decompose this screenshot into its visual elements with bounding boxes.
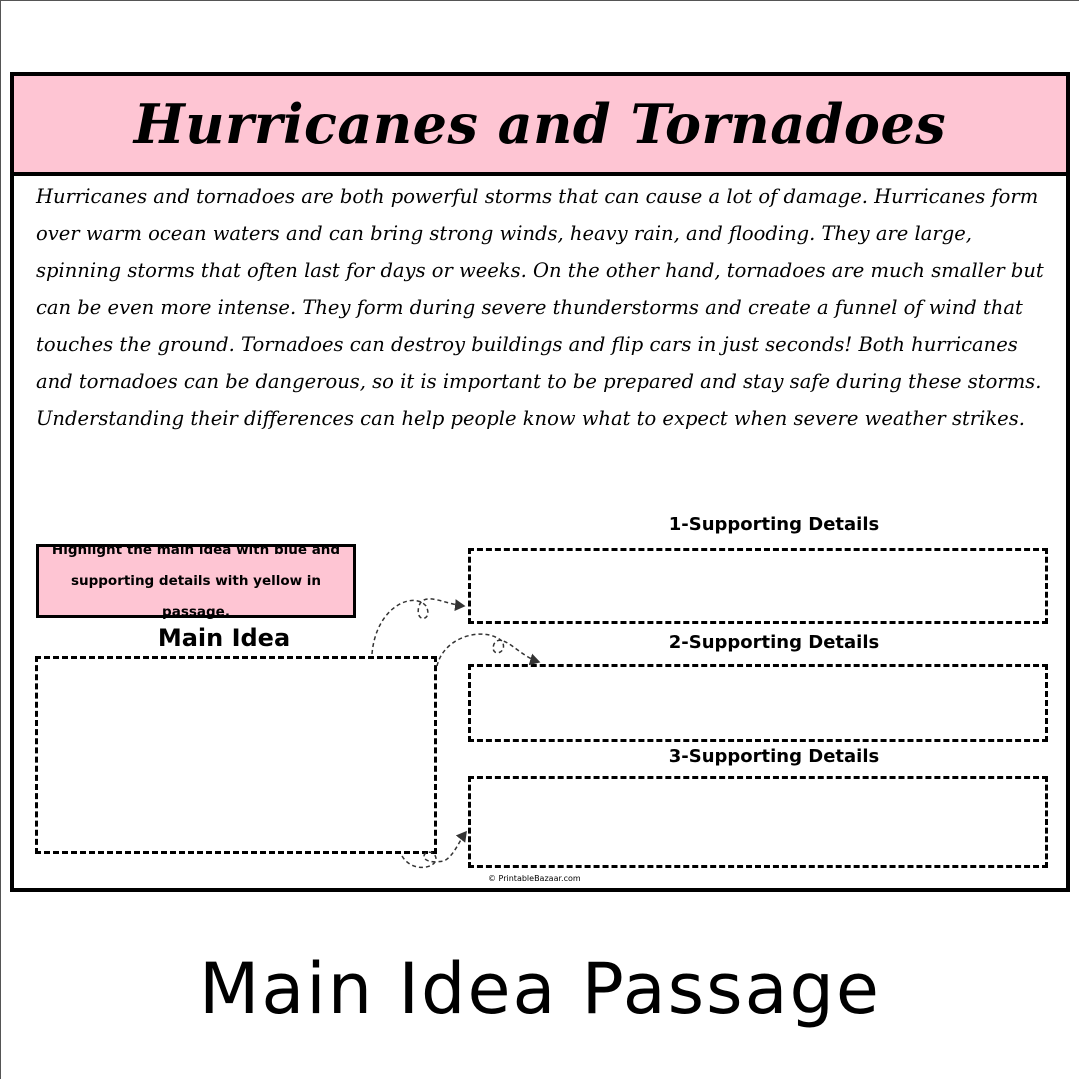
worksheet bbox=[10, 72, 1070, 892]
instruction-text: Highlight the main idea with blue and supporting details with yellow in passage. bbox=[51, 541, 341, 620]
instruction-box bbox=[36, 541, 356, 620]
worksheet-title: Hurricanes and Tornadoes bbox=[133, 92, 947, 156]
main-idea-box[interactable] bbox=[35, 656, 437, 854]
supporting-details-box-3[interactable] bbox=[468, 776, 1048, 868]
supporting-details-label-3: 3-Supporting Details bbox=[668, 746, 880, 767]
supporting-details-box-2[interactable] bbox=[468, 664, 1048, 742]
supporting-details-label-1: 1-Supporting Details bbox=[668, 514, 880, 535]
reading-passage: Hurricanes and tornadoes are both powerful storms that can cause a lot of damage. Hurricanes form over warm ocean waters and can bring strong winds, heavy rain, and flooding. They are large, spinning storms that often last for days or weeks. On the other hand, tornadoes are much smaller but can be even more intense. They form during severe thunderstorms and create a funnel of wind that touches the ground. Tornadoes can destroy buildings and flip cars in just seconds! Both hurricanes and tornadoes can be dangerous, so it is important to be prepared and stay safe during these storms. Understanding their differences can help people know what to expect when severe weather strikes. bbox=[36, 185, 1044, 430]
arrow-to-detail-1 bbox=[372, 599, 464, 654]
arrow-to-detail-2 bbox=[437, 634, 539, 666]
title-bar bbox=[14, 76, 1066, 176]
supporting-details-box-1[interactable] bbox=[468, 548, 1048, 624]
copyright-notice: © PrintableBazaar.com bbox=[488, 874, 581, 883]
page-caption: Main Idea Passage bbox=[199, 948, 881, 1030]
supporting-details-label-2: 2-Supporting Details bbox=[668, 632, 880, 653]
main-idea-label: Main Idea bbox=[157, 624, 291, 652]
